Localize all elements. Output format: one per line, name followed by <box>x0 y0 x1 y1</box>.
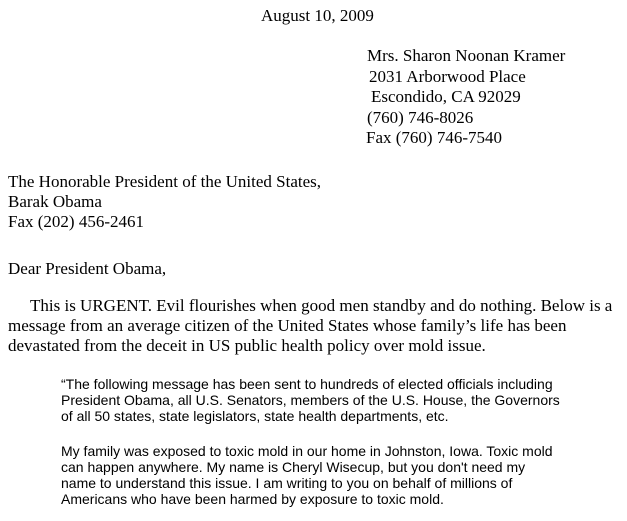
sender-address-block <box>367 46 565 149</box>
quote-2-line-3: name to understand this issue. I am writing to you on behalf of millions of <box>61 475 513 491</box>
sender-city: Escondido, CA 92029 <box>371 87 521 106</box>
quote-2-line-2: can happen anywhere. My name is Cheryl Wisecup, but you don't need my <box>61 459 526 475</box>
salutation: Dear President Obama, <box>8 259 167 278</box>
sender-name: Mrs. Sharon Noonan Kramer <box>367 46 566 65</box>
recipient-line-1: The Honorable President of the United States, <box>8 172 322 191</box>
quoted-paragraph-2 <box>61 443 553 507</box>
sender-fax: Fax (760) 746-7540 <box>366 128 502 147</box>
recipient-line-3: Fax (202) 456-2461 <box>8 212 144 231</box>
body-line-3: devastated from the deceit in US public health policy over mold issue. <box>8 336 486 355</box>
sender-street: 2031 Arborwood Place <box>369 66 526 86</box>
recipient-line-2: Barak Obama <box>8 192 102 211</box>
letter-date: August 10, 2009 <box>261 6 374 25</box>
body-line-1: This is URGENT. Evil flourishes when good men standby and do nothing. Below is a <box>30 296 613 315</box>
body-paragraph <box>8 296 624 356</box>
quote-2-line-4: Americans who have been harmed by exposure to toxic mold. <box>61 491 444 507</box>
quote-1-line-1: “The following message has been sent to hundreds of elected officials including <box>61 376 553 392</box>
body-line-2: message from an average citizen of the United States whose family’s life has been <box>8 316 567 335</box>
quoted-paragraph-1 <box>61 376 560 424</box>
quote-2-line-1: My family was exposed to toxic mold in our home in Johnston, Iowa. Toxic mold <box>61 443 553 459</box>
recipient-address-block <box>8 172 321 232</box>
sender-phone: (760) 746-8026 <box>367 107 474 127</box>
quote-1-line-3: of all 50 states, state legislators, state health departments, etc. <box>61 408 449 424</box>
quote-1-line-2: President Obama, all U.S. Senators, members of the U.S. House, the Governors <box>61 392 560 408</box>
